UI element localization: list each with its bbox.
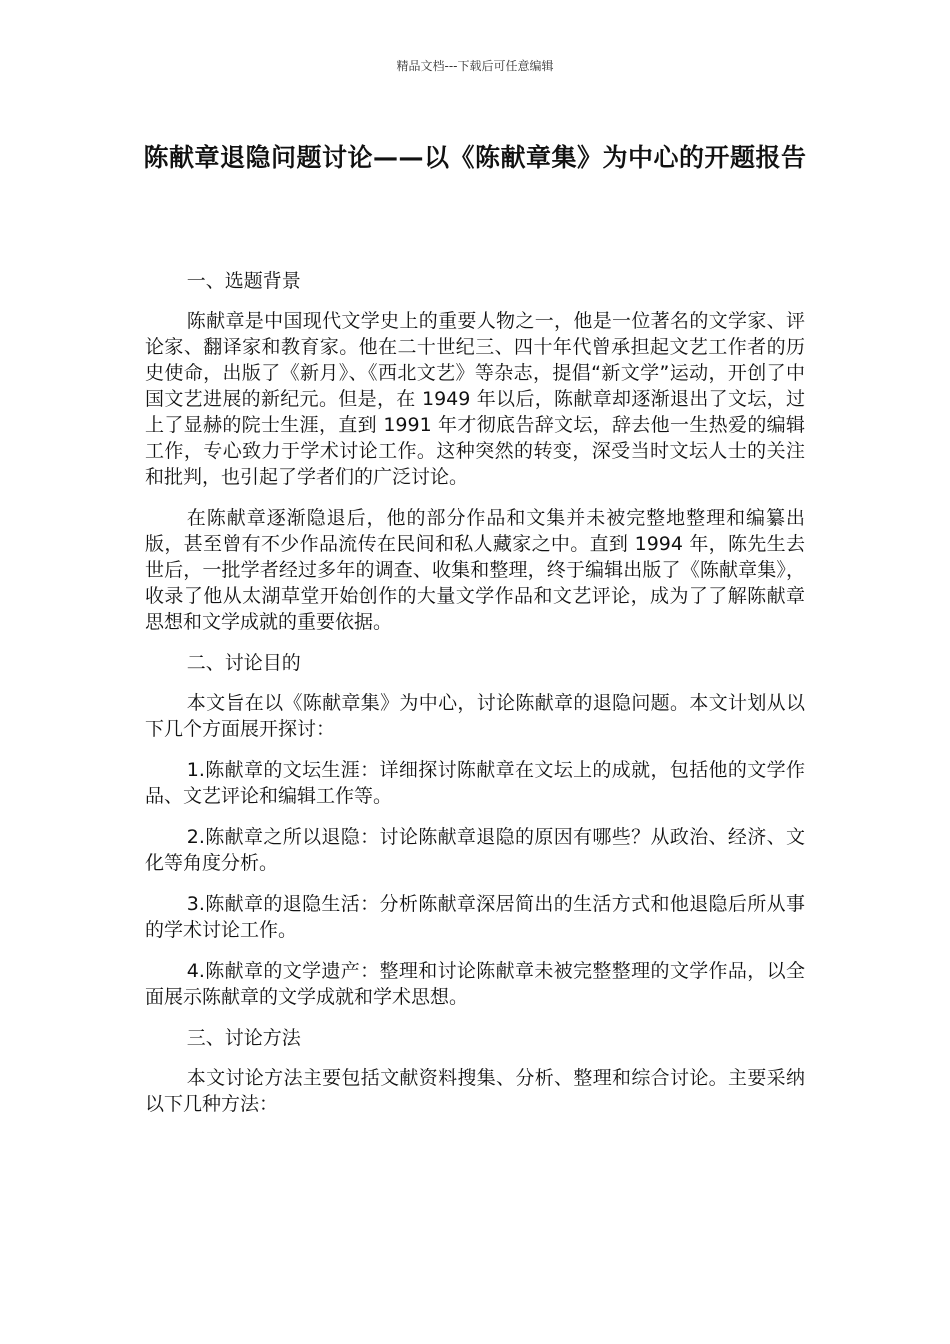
section-heading-method: 三、讨论方法 xyxy=(186,1027,301,1049)
paragraph-background-2: 在陈献章逐渐隐退后，他的部分作品和文集并未被完整地整理和编纂出版，甚至曾有不少作品流传在民间和私人藏家之中。直到 1994 年，陈先生去世后，一批学者经过多年的调查、收集和整理，终于编辑出版了《陈献章集》，收录了他从太湖草堂开始创作的大量文学作品和文艺评论，成为了了解陈献章思想和文学成就的重要依据。 xyxy=(145,507,805,633)
document-title: 陈献章退隐问题讨论——以《陈献章集》为中心的开题报告 xyxy=(143,143,807,172)
section-heading-background: 一、选题背景 xyxy=(186,270,301,292)
document-body xyxy=(145,268,805,1132)
list-item-purpose-4: 4.陈献章的文学遗产：整理和讨论陈献章未被完整整理的文学作品，以全面展示陈献章的文学成就和学术思想。 xyxy=(145,960,805,1008)
list-item-purpose-2: 2.陈献章之所以退隐：讨论陈献章退隐的原因有哪些？从政治、经济、文化等角度分析。 xyxy=(145,826,805,874)
list-item-purpose-1: 1.陈献章的文坛生涯：详细探讨陈献章在文坛上的成就，包括他的文学作品、文艺评论和编辑工作等。 xyxy=(145,759,805,807)
paragraph-method-intro: 本文讨论方法主要包括文献资料搜集、分析、整理和综合讨论。主要采纳以下几种方法： xyxy=(145,1067,805,1115)
section-heading-purpose: 二、讨论目的 xyxy=(186,652,301,674)
page-header: 精品文档---下载后可任意编辑 xyxy=(396,59,554,73)
list-item-purpose-3: 3.陈献章的退隐生活：分析陈献章深居简出的生活方式和他退隐后所从事的学术讨论工作。 xyxy=(145,893,805,941)
paragraph-purpose-intro: 本文旨在以《陈献章集》为中心，讨论陈献章的退隐问题。本文计划从以下几个方面展开探讨： xyxy=(145,692,805,740)
paragraph-background-1: 陈献章是中国现代文学史上的重要人物之一，他是一位著名的文学家、评论家、翻译家和教育家。他在二十世纪三、四十年代曾承担起文艺工作者的历史使命，出版了《新月》、《西北文艺》等杂志，提倡“新文学”运动，开创了中国文艺进展的新纪元。但是，在 1949 年以后，陈献章却逐渐退出了文坛，过上了显赫的院士生涯，直到 1991 年才彻底告辞文坛，辞去他一生热爱的编辑工作，专心致力于学术讨论工作。这种突然的转变，深受当时文坛人士的关注和批判，也引起了学者们的广泛讨论。 xyxy=(145,310,805,488)
